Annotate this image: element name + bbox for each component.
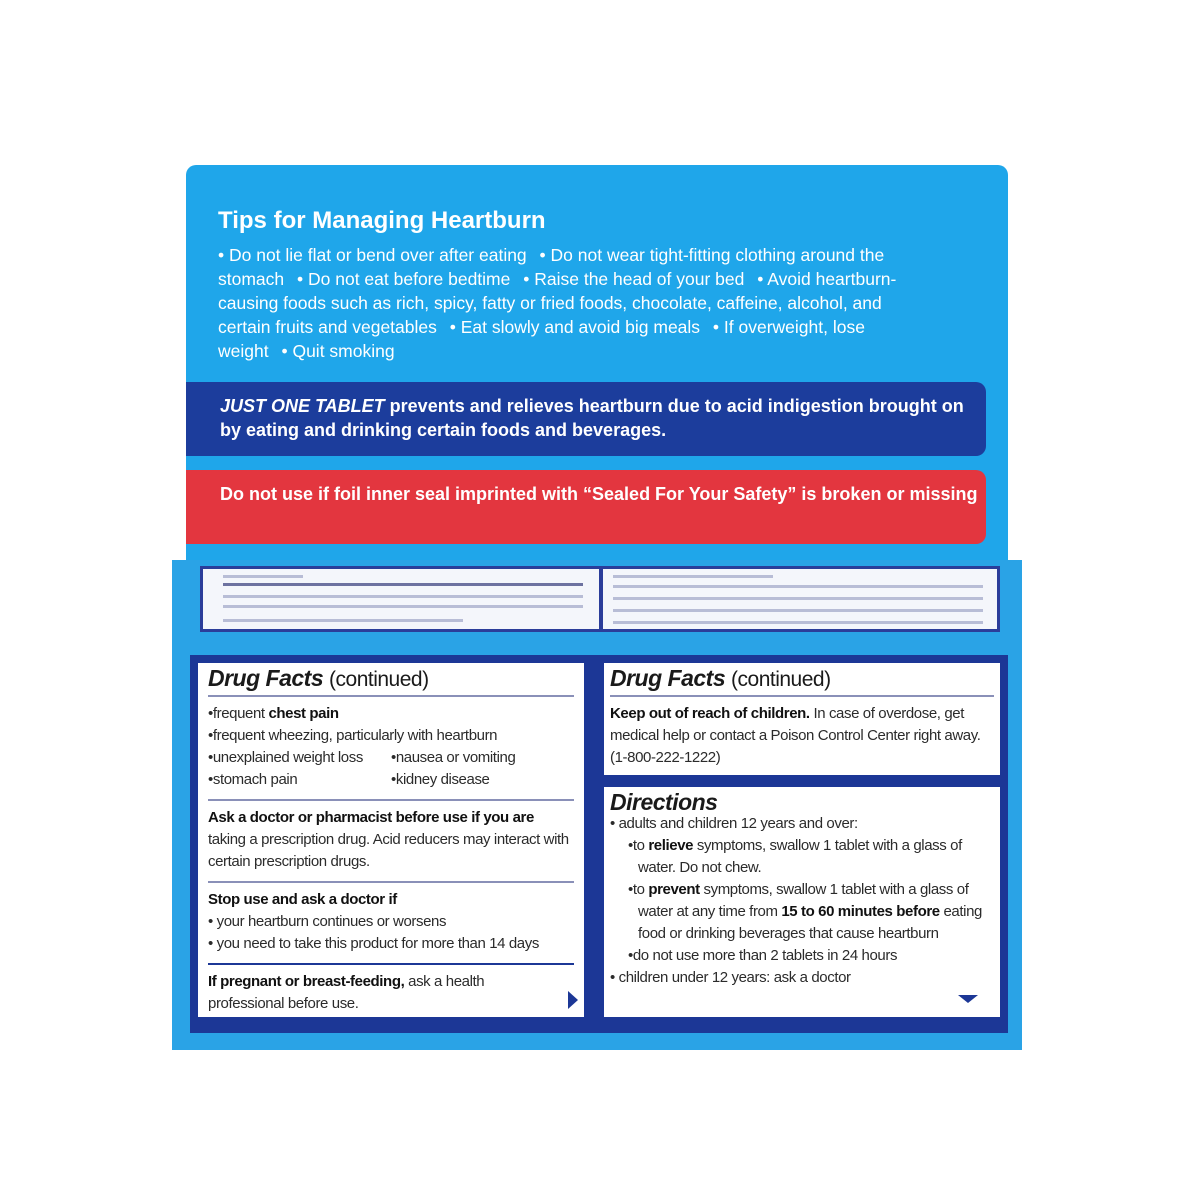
blur-line <box>613 575 773 578</box>
tip: • Eat slowly and avoid big meals <box>449 317 701 337</box>
divider <box>208 881 574 883</box>
warning-banner <box>186 470 986 544</box>
tip: • If overweight, lose weight <box>218 317 865 361</box>
tip: • Raise the head of your bed <box>523 269 745 289</box>
claim-text: prevents and relieves heartburn due to acid indigestion brought on by eating and drinking certain foods and beverages. <box>220 396 964 440</box>
top-flap <box>186 165 1008 565</box>
blur-line <box>223 595 583 598</box>
box-face <box>172 560 1022 1050</box>
directions-box: Directions • adults and children 12 years and over: •to relieve symptoms, swallow 1 tablet with a glass of water. Do not chew. •to prevent symptoms, swallow 1 tablet with a glass of water at any time from 15 to 60 minutes before eating food or drinking beverages that cause heartburn •do not use more than 2 tablets in 24 hours • children under 12 years: ask a doctor <box>604 787 1000 1017</box>
blur-line <box>223 575 303 578</box>
blurred-label-strip <box>200 566 1000 632</box>
drug-facts-left <box>198 663 584 1017</box>
pregnancy-section: If pregnant or breast-feeding, ask a health professional before use. <box>208 973 485 1012</box>
divider <box>208 799 574 801</box>
directions-heading: Directions <box>610 789 718 815</box>
divider <box>208 695 574 697</box>
continue-arrow-icon <box>568 991 578 1009</box>
blur-line <box>613 597 983 600</box>
keep-away-box: Drug Facts (continued) Keep out of reach of children. In case of overdose, get medical help or contact a Poison Control Center right away. (1-800-222-1222) <box>604 663 1000 775</box>
blur-line <box>613 621 983 624</box>
blur-line <box>223 605 583 608</box>
tip: • Avoid heartburn-causing foods such as rich, spicy, fatty or fried foods, chocolate, caffeine, alcohol, and certain fruits and vegetables <box>218 269 897 337</box>
right-heading: Drug Facts (continued) <box>610 665 831 691</box>
stop-use-section: Stop use and ask a doctor if • your heartburn continues or worsens • you need to take this product for more than 14 days <box>208 891 539 952</box>
blur-line <box>613 609 983 612</box>
divider <box>610 695 994 697</box>
continue-arrow-icon <box>958 995 978 1003</box>
blur-line <box>613 585 983 588</box>
divider <box>599 569 603 629</box>
left-heading: Drug Facts (continued) <box>208 665 429 691</box>
tip: • Do not eat before bedtime <box>297 269 511 289</box>
warning-text: Do not use if foil inner seal imprinted with “Sealed For Your Safety” is broken or missing <box>220 484 978 504</box>
drug-facts-panel <box>190 655 1008 1033</box>
claim-emphasis: JUST ONE TABLET <box>220 396 385 416</box>
tip: • Do not lie flat or bend over after eating <box>218 245 527 265</box>
claim-banner <box>186 382 986 456</box>
tip: • Do not wear tight-fitting clothing around the stomach <box>218 245 885 289</box>
blur-line <box>223 583 583 586</box>
tips-title: Tips for Managing Heartburn <box>218 207 546 234</box>
ask-doctor-section: Ask a doctor or pharmacist before use if you are taking a prescription drug. Acid reducers may interact with certain prescription drugs. <box>208 809 569 870</box>
tip: • Quit smoking <box>281 341 395 361</box>
blur-line <box>223 619 463 622</box>
divider <box>208 963 574 965</box>
warnings-list: •frequent chest pain •frequent wheezing, particularly with heartburn •unexplained weight loss •nausea or vomiting •stomach pain •kidney disease <box>208 705 516 788</box>
tips-list <box>218 243 918 363</box>
